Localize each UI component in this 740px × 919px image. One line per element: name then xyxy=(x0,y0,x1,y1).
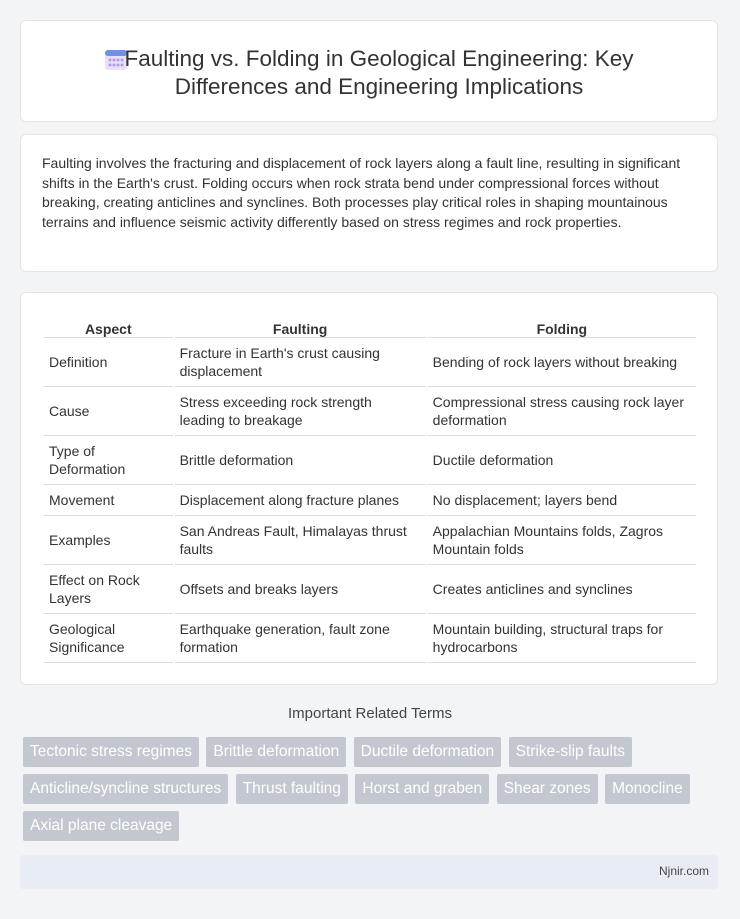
related-term-tag[interactable]: Strike-slip faults xyxy=(509,737,632,767)
footer-site-link[interactable]: Njnir.com xyxy=(658,864,709,878)
table-row xyxy=(44,565,696,614)
related-term-tag[interactable]: Thrust faulting xyxy=(236,774,348,804)
cell-folding: Bending of rock layers without breaking xyxy=(428,338,696,387)
cell-folding: Ductile deformation xyxy=(428,436,696,485)
cell-faulting: Brittle deformation xyxy=(175,436,426,485)
cell-aspect: Type of Deformation xyxy=(44,436,173,485)
page-title: Faulting vs. Folding in Geological Engineering: Key Differences and Engineering Implications xyxy=(124,46,634,99)
related-term-tag[interactable]: Shear zones xyxy=(497,774,598,804)
intro-text: Faulting involves the fracturing and displacement of rock layers along a fault line, resulting in significant shifts in the Earth's crust. Folding occurs when rock strata bend under compressional forces without breaking, creating anticlines and synclines. Both processes play critical roles in shaping mountainous terrains and influence seismic activity differently based on stress regimes and rock properties. xyxy=(42,155,681,230)
table-row xyxy=(44,516,696,565)
comparison-card xyxy=(20,292,718,685)
cell-aspect: Definition xyxy=(44,338,173,387)
header-aspect: Aspect xyxy=(44,315,173,338)
table-row xyxy=(44,338,696,387)
cell-faulting: Displacement along fracture planes xyxy=(175,485,426,516)
cell-folding: Compressional stress causing rock layer deformation xyxy=(428,387,696,436)
cell-folding: Creates anticlines and synclines xyxy=(428,565,696,614)
cell-aspect: Geological Significance xyxy=(44,614,173,663)
related-term-tag[interactable]: Monocline xyxy=(605,774,690,804)
cell-faulting: Fracture in Earth's crust causing displacement xyxy=(175,338,426,387)
cell-faulting: Offsets and breaks layers xyxy=(175,565,426,614)
cell-faulting: Stress exceeding rock strength leading to breakage xyxy=(175,387,426,436)
cell-aspect: Examples xyxy=(44,516,173,565)
cell-aspect: Effect on Rock Layers xyxy=(44,565,173,614)
cell-folding: No displacement; layers bend xyxy=(428,485,696,516)
table-row xyxy=(44,436,696,485)
table-row xyxy=(44,614,696,663)
related-term-tag[interactable]: Tectonic stress regimes xyxy=(23,737,199,767)
cell-folding: Mountain building, structural traps for hydrocarbons xyxy=(428,614,696,663)
related-term-tag[interactable]: Ductile deformation xyxy=(354,737,502,767)
related-term-tag[interactable]: Horst and graben xyxy=(355,774,489,804)
related-term-tag[interactable]: Brittle deformation xyxy=(206,737,346,767)
table-row xyxy=(44,485,696,516)
related-term-tag[interactable]: Axial plane cleavage xyxy=(23,811,179,841)
cell-aspect: Movement xyxy=(44,485,173,516)
footer xyxy=(20,855,718,889)
cell-aspect: Cause xyxy=(44,387,173,436)
intro-card xyxy=(20,134,718,272)
cell-faulting: Earthquake generation, fault zone formation xyxy=(175,614,426,663)
header-faulting: Faulting xyxy=(175,315,426,338)
related-terms-title: Important Related Terms xyxy=(288,705,452,722)
related-term-tag[interactable]: Anticline/syncline structures xyxy=(23,774,228,804)
header-folding: Folding xyxy=(428,315,696,338)
cell-folding: Appalachian Mountains folds, Zagros Mountain folds xyxy=(428,516,696,565)
cell-faulting: San Andreas Fault, Himalayas thrust faults xyxy=(175,516,426,565)
related-terms-list xyxy=(23,737,713,848)
comparison-table xyxy=(42,315,698,663)
title-card xyxy=(20,20,718,122)
table-header-row xyxy=(44,315,696,338)
table-row xyxy=(44,387,696,436)
